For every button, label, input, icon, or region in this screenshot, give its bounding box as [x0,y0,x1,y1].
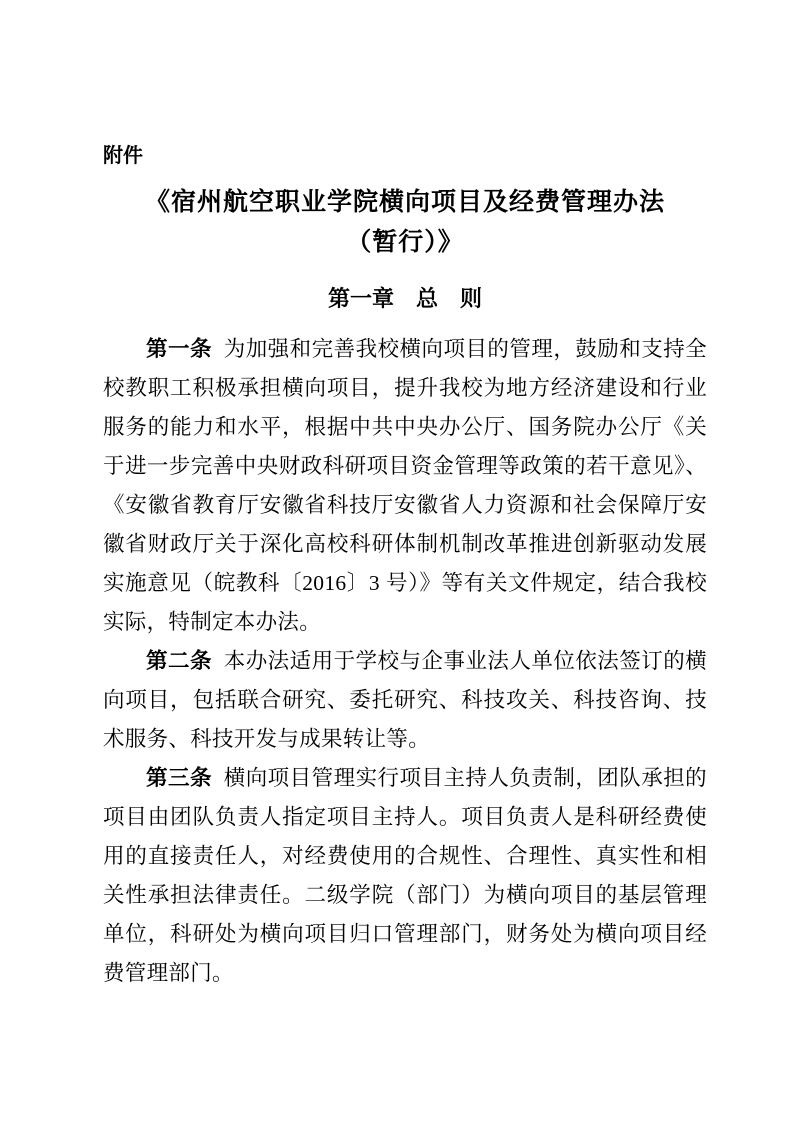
document-title-line-2: （暂行）》 [346,228,464,256]
article-3-label: 第三条 [146,766,212,790]
chapter-heading: 第一章 总 则 [327,286,482,311]
document-title [103,182,707,262]
attachment-label: 附件 [103,145,143,167]
article-2-label: 第二条 [146,649,212,673]
article-2-text: 本办法适用于学校与企事业法人单位依法签订的横向项目，包括联合研究、委托研究、科技攻关、科技咨询、技术服务、科技开发与成果转让等。 [103,649,707,751]
document-content [103,145,707,993]
document-title-line-1: 《宿州航空职业学院横向项目及经费管理办法 [144,188,665,216]
article-paragraph-2 [103,642,707,759]
document-body [103,330,707,993]
article-paragraph-1 [103,330,707,642]
article-1-text: 为加强和完善我校横向项目的管理，鼓励和支持全校教职工积极承担横向项目，提升我校为地方经济建设和行业服务的能力和水平，根据中共中央办公厅、国务院办公厅《关于进一步完善中央财政科研项目资金管理等政策的若干意见》、《安徽省教育厅安徽省科技厅安徽省人力资源和社会保障厅安徽省财政厅关于深化高校科研体制机制改革推进创新驱动发展实施意见（皖教科〔2016〕3 号）》等有关文件规定，结合我校实际，特制定本办法。 [103,337,707,634]
article-1-label: 第一条 [146,337,212,361]
article-3-text: 横向项目管理实行项目主持人负责制，团队承担的项目由团队负责人指定项目主持人。项目负责人是科研经费使用的直接责任人，对经费使用的合规性、合理性、真实性和相关性承担法律责任。二级学院（部门）为横向项目的基层管理单位，科研处为横向项目归口管理部门，财务处为横向项目经费管理部门。 [103,766,707,985]
article-paragraph-3 [103,759,707,993]
